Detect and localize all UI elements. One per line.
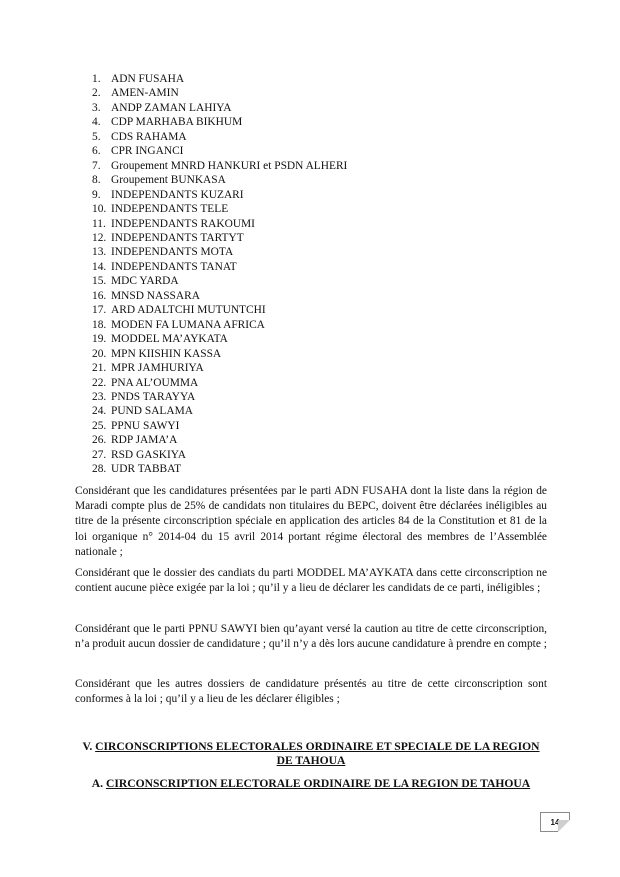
list-item xyxy=(92,419,347,433)
party-name: MODDEL MA’AYKATA xyxy=(111,333,228,346)
list-item-number: 28. xyxy=(92,463,107,476)
list-item xyxy=(92,115,347,129)
list-item-number: 18. xyxy=(92,318,107,331)
page-number-label: 14 xyxy=(550,817,560,827)
party-name: MODEN FA LUMANA AFRICA xyxy=(111,318,265,331)
list-item-number: 12. xyxy=(92,231,107,244)
list-item xyxy=(92,404,347,418)
list-item-number: 16. xyxy=(92,289,107,302)
party-name: ANDP ZAMAN LAHIYA xyxy=(111,101,232,114)
list-item-number: 22. xyxy=(92,376,107,389)
party-name: PPNU SAWYI xyxy=(111,419,180,432)
list-item-number: 8. xyxy=(92,174,101,187)
party-name: PNDS TARAYYA xyxy=(111,390,196,403)
page-number xyxy=(540,812,570,832)
list-item-number: 17. xyxy=(92,304,107,317)
list-item xyxy=(92,260,347,274)
list-item xyxy=(92,376,347,390)
list-item-number: 24. xyxy=(92,405,107,418)
list-item-number: 13. xyxy=(92,246,107,259)
list-item xyxy=(92,159,347,173)
party-name: INDEPENDANTS TARTYT xyxy=(111,231,244,244)
party-name: MPN KIISHIN KASSA xyxy=(111,347,222,360)
list-item xyxy=(92,217,347,231)
list-item xyxy=(92,245,347,259)
list-item xyxy=(92,318,347,332)
party-name: PUND SALAMA xyxy=(111,405,193,418)
list-item xyxy=(92,274,347,288)
list-item xyxy=(92,332,347,346)
paragraph-moddel: Considérant que le dossier des candiats du parti MODDEL MA’AYKATA dans cette circonscription ne contient aucune pièce exigée par la loi ; qu’il y a lieu de déclarer les candidats de ce parti, inéligibles ; xyxy=(75,567,547,595)
subsection-heading xyxy=(75,777,547,791)
party-name: ARD ADALTCHI MUTUNTCHI xyxy=(111,304,266,317)
paragraph-adn-fusaha: Considérant que les candidatures présentées par le parti ADN FUSAHA dont la liste dans la région de Maradi compte plus de 25% de candidats non titulaires du BEPC, doivent être déclarées inéligibles au titre de la présente circonscription spéciale en application des articles 84 de la Constitution et 81 de la loi organique n° 2014-04 du 15 avril 2014 portant régime électoral des membres de l’Assemblée nationale ; xyxy=(75,485,547,558)
list-item-number: 7. xyxy=(92,159,101,172)
list-item xyxy=(92,462,347,476)
list-item-number: 23. xyxy=(92,390,107,403)
list-item-number: 10. xyxy=(92,203,107,216)
list-item xyxy=(92,231,347,245)
subsection-prefix: A. xyxy=(91,777,106,790)
list-item-number: 25. xyxy=(92,419,107,432)
party-name: MPR JAMHURIYA xyxy=(111,362,204,375)
list-item xyxy=(92,86,347,100)
list-item xyxy=(92,289,347,303)
list-item xyxy=(92,390,347,404)
list-item xyxy=(92,144,347,158)
subsection-title: CIRCONSCRIPTION ELECTORALE ORDINAIRE DE LA REGION DE TAHOUA xyxy=(105,777,531,790)
party-name: INDEPENDANTS TANAT xyxy=(111,260,237,273)
list-item xyxy=(92,101,347,115)
section-prefix: V. xyxy=(82,740,96,753)
list-item xyxy=(92,347,347,361)
list-item xyxy=(92,173,347,187)
list-item-number: 4. xyxy=(92,116,101,129)
party-list xyxy=(92,72,347,477)
list-item-number: 27. xyxy=(92,448,107,461)
party-name: Groupement MNRD HANKURI et PSDN ALHERI xyxy=(111,159,348,172)
list-item-number: 5. xyxy=(92,130,101,143)
list-item-number: 14. xyxy=(92,260,107,273)
list-item xyxy=(92,72,347,86)
list-item xyxy=(92,202,347,216)
party-name: CDP MARHABA BIKHUM xyxy=(111,116,243,129)
party-name: Groupement BUNKASA xyxy=(111,174,226,187)
list-item-number: 15. xyxy=(92,275,107,288)
list-item-number: 2. xyxy=(92,87,101,100)
list-item xyxy=(92,188,347,202)
party-name: CPR INGANCI xyxy=(111,145,184,158)
party-name: RDP JAMA’A xyxy=(111,434,178,447)
section-title: CIRCONSCRIPTIONS ELECTORALES ORDINAIRE ET SPECIALE DE LA REGION DE TAHOUA xyxy=(95,740,540,767)
list-item-number: 21. xyxy=(92,362,107,375)
page-corner-fold-icon xyxy=(558,820,570,832)
party-name: INDEPENDANTS KUZARI xyxy=(111,188,244,201)
list-item-number: 11. xyxy=(92,217,106,230)
party-name: CDS RAHAMA xyxy=(111,130,187,143)
paragraph-ppnu: Considérant que le parti PPNU SAWYI bien qu’ayant versé la caution au titre de cette circonscription, n’a produit aucun dossier de candidature ; qu’il n’y a dès lors aucune candidature à prendre en compte ; xyxy=(75,623,547,651)
section-heading xyxy=(75,740,547,768)
paragraph-others: Considérant que les autres dossiers de candidature présentés au titre de cette circonscription sont conformes à la loi ; qu’il y a lieu de les déclarer éligibles ; xyxy=(75,678,547,706)
party-name: INDEPENDANTS MOTA xyxy=(111,246,234,259)
list-item-number: 3. xyxy=(92,101,101,114)
list-item-number: 20. xyxy=(92,347,107,360)
list-item-number: 6. xyxy=(92,145,101,158)
list-item-number: 9. xyxy=(92,188,101,201)
list-item-number: 19. xyxy=(92,333,107,346)
party-name: RSD GASKIYA xyxy=(111,448,187,461)
list-item xyxy=(92,448,347,462)
party-name: MDC YARDA xyxy=(111,275,179,288)
party-name: PNA AL’OUMMA xyxy=(111,376,199,389)
party-name: AMEN-AMIN xyxy=(111,87,179,100)
list-item-number: 1. xyxy=(92,73,101,85)
party-name: INDEPENDANTS TELE xyxy=(111,203,229,216)
party-name: UDR TABBAT xyxy=(111,463,182,476)
list-item xyxy=(92,361,347,375)
list-item xyxy=(92,433,347,447)
party-name: ADN FUSAHA xyxy=(111,73,185,85)
list-item-number: 26. xyxy=(92,434,107,447)
list-item xyxy=(92,303,347,317)
party-name: INDEPENDANTS RAKOUMI xyxy=(111,217,255,230)
list-item xyxy=(92,130,347,144)
party-name: MNSD NASSARA xyxy=(111,289,200,302)
